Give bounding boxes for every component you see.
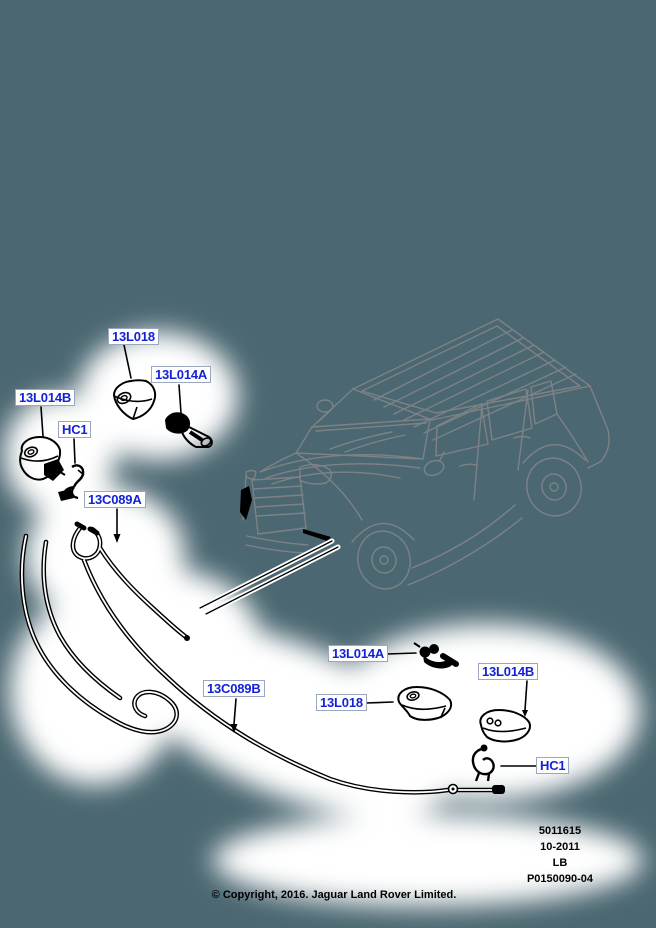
footer-doc-number: 5011615 [538, 825, 582, 837]
footer-copyright: © Copyright, 2016. Jaguar Land Rover Limited. [211, 889, 457, 901]
callout-13l014a-bottom[interactable]: 13L014A [328, 645, 388, 662]
callout-13c089a[interactable]: 13C089A [84, 491, 146, 508]
footer-market: LB [552, 857, 568, 869]
callout-hc1-left[interactable]: HC1 [58, 421, 91, 438]
callout-13l018-topleft[interactable]: 13L018 [108, 328, 159, 345]
footer-plate-ref: P0150090-04 [526, 873, 594, 885]
callout-hc1-bottom[interactable]: HC1 [536, 757, 569, 774]
callout-13l014b-bottom[interactable]: 13L014B [478, 663, 538, 680]
callout-13l014a-topleft[interactable]: 13L014A [151, 366, 211, 383]
footer-date: 10-2011 [540, 841, 580, 853]
callout-13c089b[interactable]: 13C089B [203, 680, 265, 697]
callout-13l014b-left[interactable]: 13L014B [15, 389, 75, 406]
callout-13l018-bottom[interactable]: 13L018 [316, 694, 367, 711]
